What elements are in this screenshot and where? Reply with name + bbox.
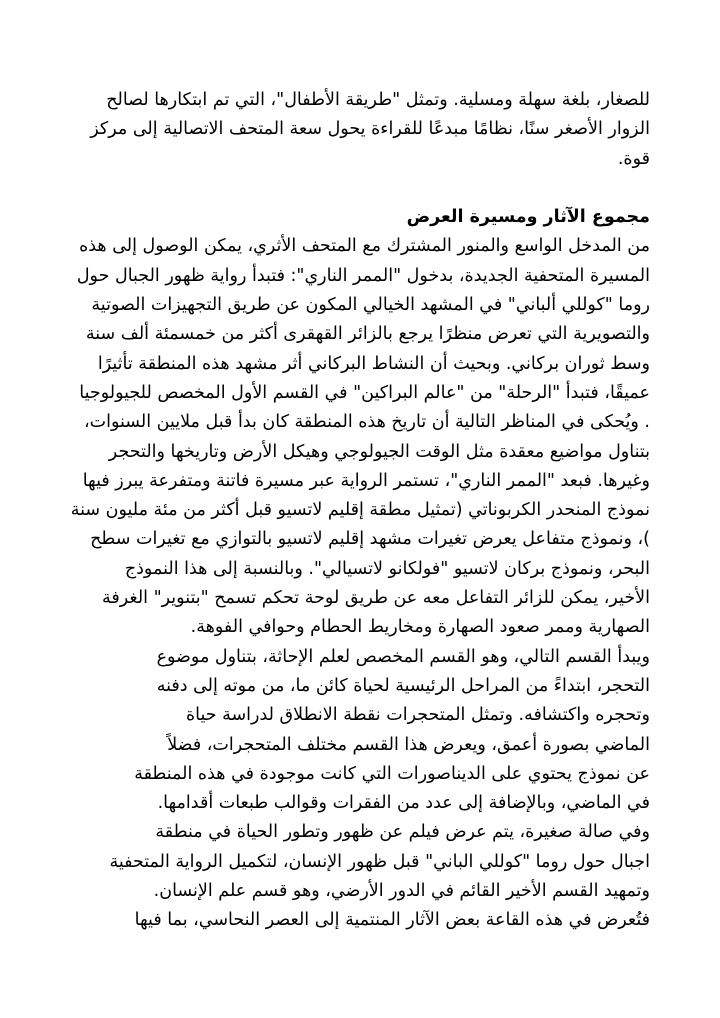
paragraph-gap [58, 174, 650, 203]
text-line: الماضي بصورة أعمق، ويعرض هذا القسم مختلف المتحجرات، فضلاً [167, 734, 650, 755]
text-line: التحجر، ابتداءً من المراحل الرئيسية لحياة كائن ما، من موته إلى دفنه [156, 675, 650, 696]
document-page [58, 86, 650, 936]
text-line: روما "كوللي ألباني" في المشهد الخيالي المكون عن طريق التجهيزات الصوتية [91, 295, 650, 316]
text-line: اجبال حول روما "كوللي الباني" قبل ظهور الإنسان، لتكميل الرواية المتحفية [109, 851, 650, 872]
text-line: الأخير، يمكن للزائر التفاعل معه عن طريق لوحة تحكم تسمح "بتنوير" الغرفة [101, 588, 650, 609]
text-line: عميقًا، فتبدأ "الرحلة" من "عالم البراكين" في القسم الأول المخصص للجيولوجيا [79, 382, 650, 403]
body-paragraph-paleontology [109, 643, 650, 936]
text-line: فتُعرض في هذه القاعة بعض الآثار المنتمية إلى العصر النحاسي، بما فيها [134, 910, 650, 931]
text-line: . ويُحكى في المناظر التالية أن تاريخ هذه المنطقة كان بدأ قبل ملايين السنوات، [83, 412, 650, 433]
text-line: في الماضي، وبالإضافة إلى عدد من الفقرات وقوالب طبعات أقدامها. [157, 793, 650, 814]
text-line: وفي صالة صغيرة، يتم عرض فيلم عن ظهور وتطور الحياة في منطقة [155, 822, 650, 843]
text-line: من المدخل الواسع والمنور المشترك مع المتحف الأثري، يمكن الوصول إلى هذه [79, 236, 650, 257]
text-line: الصهارية وممر صعود الصهارة ومخاريط الحطام وحوافي الفوهة. [190, 617, 650, 638]
section-heading: مجموع الآثار ومسيرة العرض [406, 207, 650, 228]
text-line: عن نموذج يحتوي على الديناصورات التي كانت موجودة في هذه المنطقة [134, 763, 650, 784]
text-line: وسط ثوران بركاني. وبحيث أن النشاط البركاني أثر مشهد هذه المنطقة تأثيرًا [97, 353, 650, 374]
text-line: )، ونموذج متفاعل يعرض تغيرات مشهد إقليم لاتسيو بالتوازي مع تغيرات سطح [90, 529, 650, 550]
text-line: نموذج المنحدر الكربوناتي (تمثيل مطقة إقليم لاتسيو قبل أكثر من مئة مليون سنة [70, 500, 650, 521]
text-line: وتحجره واكتشافه. وتمثل المتحجرات نقطة الانطلاق لدراسة حياة [185, 705, 650, 726]
body-paragraph-geology [58, 232, 650, 642]
text-line: وغيرها. فبعد "الممر الناري"، تستمر الرواية عبر مسيرة فاتنة ومتفرعة يبرز فيها [82, 470, 650, 491]
text-line: والتصويرية التي تعرض منظرًا يرجع بالزائر القهقرى أكثر من خمسمئة ألف سنة [85, 324, 650, 345]
text-line: ويبدأ القسم التالي، وهو القسم المخصص لعلم الإحاثة، بتناول موضوع [156, 646, 650, 667]
text-line: الزوار الأصغر سنًا، نظامًا مبدعًا للقراءة يحول سعة المتحف الاتصالية إلى مركز [90, 119, 650, 140]
text-line: وتمهيد القسم الأخير القائم في الدور الأرضي، وهو قسم علم الإنسان. [153, 881, 650, 902]
text-line: للصغار، بلغة سهلة ومسلية. وتمثل "طريقة الأطفال"، التي تم ابتكارها لصالح [106, 90, 650, 110]
text-line: قوة. [617, 148, 650, 169]
intro-paragraph [58, 86, 650, 174]
text-line: المسيرة المتحفية الجديدة، بدخول "الممر الناري": فتبدأ رواية ظهور الجبال حول [76, 265, 650, 286]
text-line: البحر، ونموذج بركان لاتسيو "فولكانو لاتسيالي". وبالنسبة إلى هذا النموذج [124, 558, 650, 579]
text-line: بتناول مواضيع معقدة مثل الوقت الجيولوجي وهيكل الأرض وتاريخها والتحجر [108, 441, 650, 462]
